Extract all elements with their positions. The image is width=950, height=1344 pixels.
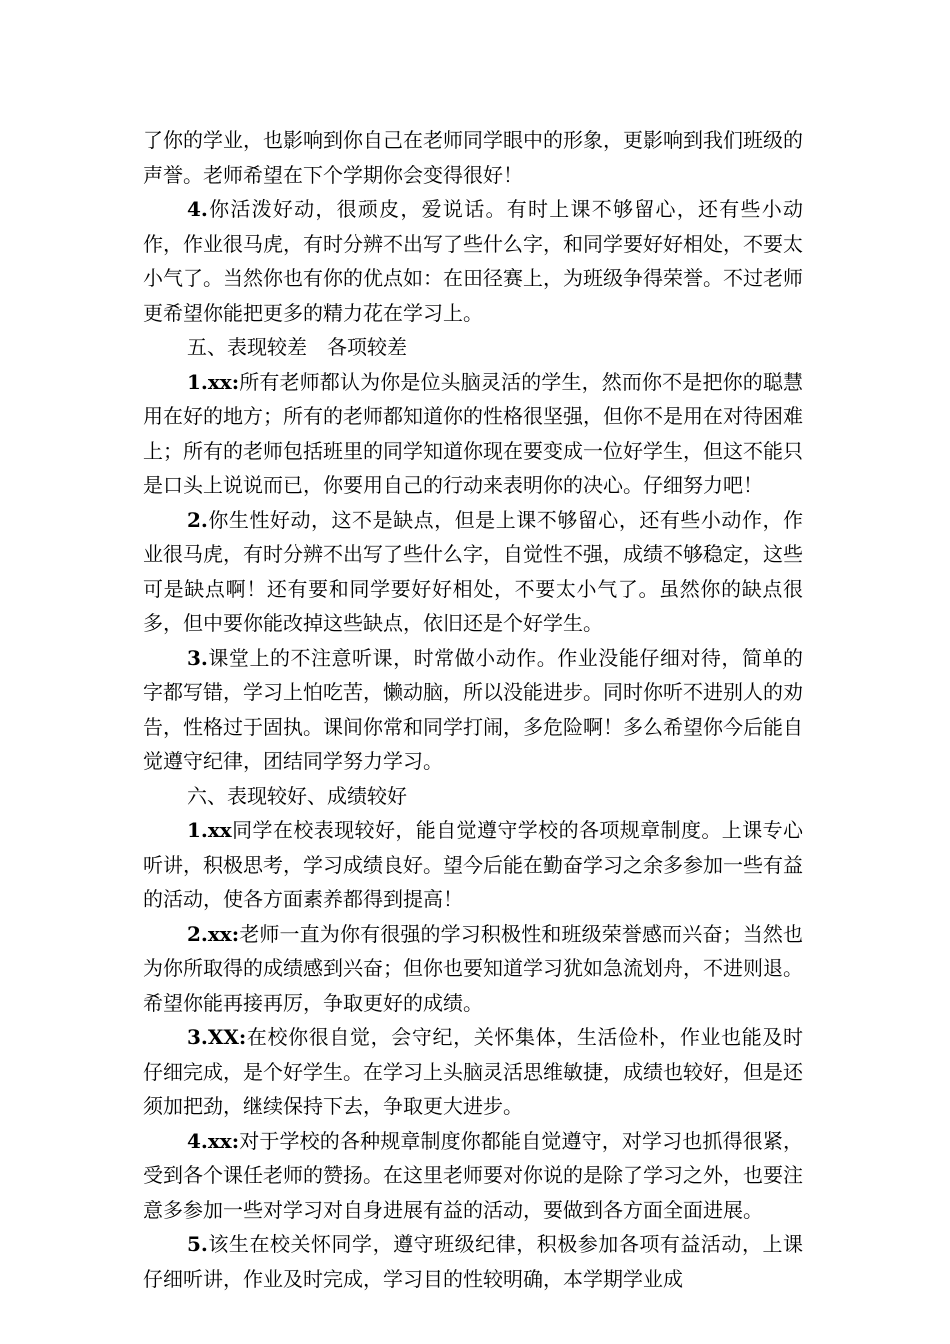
paragraph-item: [143, 1020, 803, 1124]
paragraph-item: [143, 503, 803, 641]
paragraph-item: [143, 641, 803, 779]
item-number: 2.: [187, 507, 208, 532]
paragraph-item: [143, 917, 803, 1021]
item-number: 4.: [187, 197, 208, 221]
paragraph-text: 了你的学业，也影响到你自己在老师同学眼中的形象，更影响到我们班级的声誉。老师希望在下个学期你会变得很好！: [143, 128, 803, 187]
paragraph-text: 你活泼好动，很顽皮，爱说话。有时上课不够留心，还有些小动作，作业很马虎，有时分辨不出写了些什么字，和同学要好好相处，不要太小气了。当然你也有你的优点如：在田径赛上，为班级争得荣誉。不过老师更希望你能把更多的精力花在学习上。: [143, 197, 803, 325]
section-heading: 五、表现较差 各项较差: [187, 335, 407, 359]
paragraph-continuation: [143, 123, 803, 192]
paragraph-item: [143, 813, 803, 917]
paragraph-text: 对于学校的各种规章制度你都能自觉遵守，对学习也抓得很紧，受到各个课任老师的赞扬。在这里老师要对你说的是除了学习之外，也要注意多参加一些对学习对自身进展有益的活动，要做到各方面全面进展。: [143, 1128, 803, 1222]
item-number: 4.xx:: [187, 1128, 240, 1153]
item-number: 3.: [187, 645, 208, 670]
paragraph-item: [143, 192, 803, 330]
item-number: 2.xx:: [187, 921, 240, 946]
paragraph-text: 同学在校表现较好，能自觉遵守学校的各项规章制度。上课专心听讲，积极思考，学习成绩良好。望今后能在勤奋学习之余多参加一些有益的活动，使各方面素养都得到提高！: [143, 818, 803, 911]
paragraph-item: [143, 365, 803, 503]
item-number: 1.xx:: [187, 369, 240, 394]
paragraph-item: [143, 1227, 803, 1296]
paragraph-text: 在校你很自觉，会守纪，关怀集体，生活俭朴，作业也能及时仔细完成，是个好学生。在学习上头脑灵活思维敏捷，成绩也较好，但是还须加把劲，继续保持下去，争取更大进步。: [143, 1025, 803, 1118]
paragraph-text: 你生性好动，这不是缺点，但是上课不够留心，还有些小动作，作业很马虎，有时分辨不出写了些什么字，自觉性不强，成绩不够稳定，这些可是缺点啊！还有要和同学要好好相处，不要太小气了。虽然你的缺点很多，但中要你能改掉这些缺点，依旧还是个好学生。: [143, 507, 803, 635]
document-body: [143, 123, 803, 1296]
paragraph-item: [143, 1124, 803, 1228]
paragraph-text: 该生在校关怀同学，遵守班级纪律，积极参加各项有益活动，上课仔细听讲，作业及时完成，学习目的性较明确，本学期学业成: [143, 1232, 803, 1291]
paragraph-text: 所有老师都认为你是位头脑灵活的学生，然而你不是把你的聪慧用在好的地方；所有的老师都知道你的性格很坚强，但你不是用在对待困难上；所有的老师包括班里的同学知道你现在要变成一位好学生，但这不能只是口头上说说而已，你要用自己的行动来表明你的决心。仔细努力吧！: [143, 369, 803, 497]
section-heading: 六、表现较好、成绩较好: [187, 783, 407, 808]
paragraph-text: 课堂上的不注意听课，时常做小动作。作业没能仔细对待，简单的字都写错，学习上怕吃苦，懒动脑，所以没能进步。同时你听不进别人的劝告，性格过于固执。课间你常和同学打闹，多危险啊！多么希望你今后能自觉遵守纪律，团结同学努力学习。: [143, 645, 803, 773]
item-number: 5.: [187, 1232, 208, 1256]
item-number: 1.xx: [187, 818, 232, 842]
item-number: 3.XX:: [187, 1025, 247, 1049]
paragraph-text: 老师一直为你有很强的学习积极性和班级荣誉感而兴奋；当然也为你所取得的成绩感到兴奋；但你也要知道学习犹如急流划舟，不进则退。希望你能再接再厉，争取更好的成绩。: [143, 921, 803, 1015]
